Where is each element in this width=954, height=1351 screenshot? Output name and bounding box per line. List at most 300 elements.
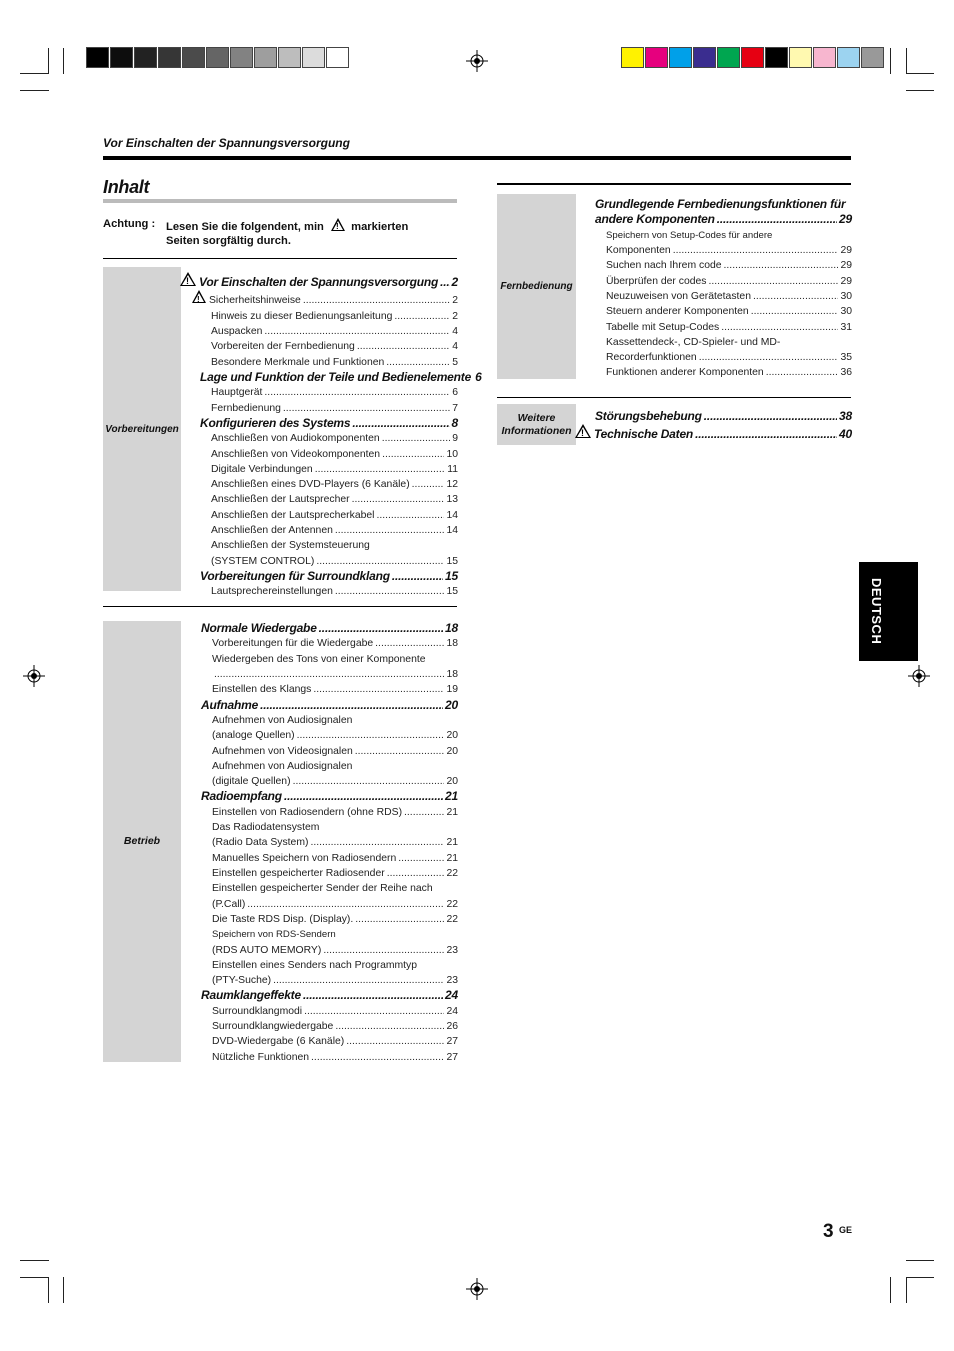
caution-line-1: Lesen Sie die folgendent, min ! markierten: [166, 218, 408, 235]
toc-entry: [595, 350, 852, 365]
color-swatch: [110, 47, 133, 68]
dot-leader: [382, 447, 444, 462]
toc-page-number: 29: [840, 245, 852, 257]
toc-entry: [201, 943, 458, 958]
crop-mark: [890, 48, 891, 74]
toc-entry: [201, 820, 458, 835]
toc-page-number: 23: [446, 975, 458, 987]
toc-entry: [200, 431, 458, 446]
dot-leader: [260, 698, 443, 713]
color-swatch: [86, 47, 109, 68]
dot-leader: [412, 477, 445, 492]
color-swatch: [230, 47, 253, 68]
toc-page-number: 36: [840, 367, 852, 379]
section-rule: [497, 397, 851, 398]
toc-entry-label: Vorbereitungen für Surroundklang: [200, 568, 390, 583]
toc-entry: [595, 304, 852, 319]
toc-entry-label: Normale Wiedergabe: [201, 621, 317, 635]
dot-leader: [335, 1019, 444, 1034]
toc-entry: [595, 228, 852, 243]
toc-betrieb: [201, 621, 458, 1065]
toc-entry: [201, 897, 458, 912]
caution-line-2: Seiten sorgfältig durch.: [166, 234, 291, 247]
toc-page-number: 23: [446, 944, 458, 956]
toc-section-entry: [180, 272, 458, 290]
toc-page-number: 6: [475, 369, 482, 384]
color-swatch: [837, 47, 860, 68]
dot-leader: [375, 636, 444, 651]
toc-page-number: 21: [446, 852, 458, 864]
toc-entry: [201, 744, 458, 759]
toc-entry: [595, 335, 852, 350]
toc-entry-label: DVD-Wiedergabe (6 Kanäle): [212, 1036, 345, 1048]
toc-section-entry: [200, 369, 482, 385]
toc-page-number: 15: [446, 555, 458, 567]
toc-entry: [200, 355, 458, 370]
section-rule: [103, 258, 457, 259]
toc-section-entry: [595, 212, 852, 227]
dot-leader: [673, 243, 839, 258]
toc-page-number: 18: [446, 669, 458, 680]
toc-entry: [201, 1004, 458, 1019]
toc-entry: [595, 258, 852, 273]
dot-leader: [303, 293, 450, 308]
toc-entry: [200, 401, 458, 416]
toc-entry-label: Recorderfunktionen: [606, 352, 697, 364]
caution-prefix: Achtung :: [103, 218, 156, 230]
dot-leader: [704, 409, 837, 424]
dot-leader: [724, 258, 839, 273]
toc-section-entry: [200, 416, 458, 431]
dot-leader: [387, 866, 445, 881]
toc-entry-label: Anschließen der Lautsprecherkabel: [211, 509, 375, 521]
toc-section-entry: [595, 197, 852, 212]
toc-section-entry: [201, 988, 458, 1003]
crop-mark: [63, 48, 64, 74]
toc-entry-label: Suchen nach Ihrem code: [606, 260, 722, 272]
dot-leader: [247, 897, 444, 912]
color-swatch: [669, 47, 692, 68]
color-swatch: [278, 47, 301, 68]
toc-entry: [200, 339, 458, 354]
crop-mark: [906, 90, 934, 91]
dot-leader: [303, 988, 443, 1003]
toc-entry: [200, 492, 458, 507]
crop-mark: [63, 1277, 64, 1303]
toc-section-entry: [595, 409, 852, 424]
toc-page-number: 27: [446, 1036, 458, 1048]
warning-triangle-icon: [192, 290, 206, 303]
dot-leader: [709, 274, 839, 289]
toc-page-number: 18: [446, 638, 458, 650]
toc-page-number: 15: [446, 586, 458, 598]
dot-leader: [313, 682, 444, 697]
dot-leader: [264, 385, 450, 400]
color-swatch: [765, 47, 788, 68]
crop-mark: [890, 1277, 891, 1303]
toc-entry: [201, 881, 458, 896]
toc-page-number: 29: [839, 212, 852, 227]
dot-leader: [283, 401, 450, 416]
color-swatch: [158, 47, 181, 68]
dot-leader: [355, 744, 445, 759]
dot-leader: [392, 569, 443, 584]
warning-triangle-icon: [180, 272, 196, 286]
toc-entry: [200, 447, 458, 462]
page-title: Inhalt: [103, 177, 150, 197]
dot-leader: [376, 508, 444, 523]
toc-entry-label: Vorbereitungen für die Wiedergabe: [212, 638, 374, 650]
registration-target-icon: [23, 665, 45, 687]
color-swatch: [741, 47, 764, 68]
toc-entry: [201, 973, 458, 988]
toc-entry: [201, 927, 458, 942]
color-swatch: [621, 47, 644, 68]
dot-leader: [355, 912, 444, 927]
dot-leader: [311, 1050, 444, 1065]
dot-leader: [394, 309, 450, 324]
toc-entry-label: Surroundklangwiedergabe: [212, 1021, 334, 1033]
section-label-vorbereitungen: Vorbereitungen: [103, 267, 181, 591]
toc-page-number: 20: [446, 745, 458, 757]
dot-leader: [315, 462, 446, 477]
toc-page-number: 13: [446, 494, 458, 506]
dot-leader: [319, 621, 443, 636]
toc-page-number: 24: [446, 1005, 458, 1017]
toc-entry: [201, 912, 458, 927]
toc-entry: [201, 728, 458, 743]
toc-weitere: [575, 409, 852, 443]
dot-leader: [352, 492, 445, 507]
toc-entry-label: Surroundklangmodi: [212, 1005, 303, 1017]
color-swatch: [326, 47, 349, 68]
toc-entry-label: Lautsprechereinstellungen: [211, 586, 333, 598]
registration-target-icon: [466, 50, 488, 72]
toc-entry-label: Fernbedienung: [211, 402, 281, 414]
toc-entry-label: Aufnehmen von Audiosignalen: [212, 760, 353, 772]
crop-mark: [20, 90, 49, 91]
toc-entry: [201, 667, 458, 682]
caution-notice: [103, 218, 457, 248]
toc-entry-label: andere Komponenten: [595, 212, 715, 227]
toc-entry: [595, 365, 852, 380]
dot-leader: [273, 973, 444, 988]
dot-leader: [264, 324, 450, 339]
toc-entry: [200, 462, 458, 477]
toc-entry-label: Vor Einschalten der Spannungsversorgung: [199, 275, 439, 289]
running-header: Vor Einschalten der Spannungsversorgung: [103, 136, 350, 150]
toc-page-number: 20: [446, 776, 458, 788]
toc-page-number: 4: [452, 341, 458, 353]
toc-entry-label: (SYSTEM CONTROL): [211, 555, 315, 567]
dot-leader: [357, 339, 450, 354]
toc-entry-label: (digitale Quellen): [212, 776, 291, 788]
toc-entry: [201, 958, 458, 973]
toc-entry-label: Technische Daten: [594, 427, 694, 442]
dot-leader: [766, 365, 839, 380]
toc-entry-label: Anschließen der Lautsprecher: [211, 494, 350, 506]
dot-leader: [398, 851, 444, 866]
crop-mark: [48, 1277, 49, 1303]
dot-leader: [753, 289, 838, 304]
toc-entry: [200, 477, 458, 492]
toc-page-number: 7: [452, 402, 458, 414]
toc-page-number: 20: [446, 730, 458, 742]
toc-entry: [201, 713, 458, 728]
toc-page-number: 2: [452, 310, 458, 322]
toc-page-number: 29: [840, 260, 852, 272]
toc-entry-label: Kassettendeck-, CD-Spieler- und MD-: [606, 336, 781, 348]
toc-entry-label: Einstellen gespeicherter Sender der Reihe nach: [212, 883, 433, 895]
dot-leader: [335, 584, 445, 599]
dot-leader: [214, 667, 444, 682]
toc-section-entry: [201, 789, 458, 804]
toc-entry-label: Aufnehmen von Videosignalen: [212, 745, 353, 757]
toc-entry-label: Auspacken: [211, 326, 263, 337]
crop-mark: [906, 48, 907, 74]
toc-entry-label: Störungsbehebung: [595, 409, 702, 423]
toc-entry-label: (P.Call): [212, 898, 246, 910]
dot-leader: [304, 1004, 444, 1019]
toc-entry: [200, 508, 458, 523]
toc-entry-label: Anschließen von Audiokomponenten: [211, 433, 380, 445]
toc-page-number: 40: [839, 427, 852, 442]
toc-page-number: 38: [839, 409, 852, 423]
toc-entry-label: Einstellen eines Senders nach Programmtyp: [212, 959, 418, 971]
toc-entry-label: Komponenten: [606, 245, 671, 257]
color-swatch: [717, 47, 740, 68]
color-swatch: [861, 47, 884, 68]
toc-entry: [595, 320, 852, 335]
registration-target-icon: [908, 665, 930, 687]
toc-page-number: 35: [840, 352, 852, 364]
toc-page-number: 19: [446, 684, 458, 696]
language-tab: [859, 562, 918, 661]
toc-entry: [200, 309, 458, 324]
toc-page-number: 21: [446, 837, 458, 849]
dot-leader: [284, 789, 443, 804]
crop-mark: [20, 1277, 49, 1278]
toc-page-number: 8: [451, 415, 458, 430]
toc-page-number: 2: [451, 275, 458, 289]
toc-entry-label: Anschließen der Systemsteuerung: [211, 540, 370, 552]
toc-entry-label: Radioempfang: [201, 789, 282, 804]
toc-page-number: 11: [447, 463, 458, 475]
dot-leader: [751, 304, 839, 319]
toc-entry-label: Die Taste RDS Disp. (Display).: [212, 913, 354, 925]
color-swatch: [134, 47, 157, 68]
crop-mark: [48, 48, 49, 74]
toc-entry: [201, 774, 458, 789]
color-swatch: [693, 47, 716, 68]
toc-page-number: 18: [445, 621, 458, 635]
toc-entry-label: Manuelles Speichern von Radiosendern: [212, 852, 397, 864]
toc-page-number: 9: [452, 433, 458, 445]
dot-leader: [695, 427, 837, 442]
toc-page-number: 21: [445, 789, 458, 804]
toc-entry-label: Das Radiodatensystem: [212, 822, 320, 834]
toc-entry: [201, 759, 458, 774]
dot-leader: [440, 275, 449, 290]
toc-page-number: 24: [445, 988, 458, 1003]
dot-leader: [316, 554, 444, 569]
dot-leader: [335, 523, 445, 538]
warning-triangle-icon: [575, 424, 591, 438]
crop-mark: [906, 1277, 907, 1303]
toc-entry: [201, 851, 458, 866]
color-swatch: [254, 47, 277, 68]
toc-entry-label: Hinweis zu dieser Bedienungsanleitung: [211, 310, 393, 322]
dot-leader: [310, 835, 444, 850]
toc-entry: [201, 866, 458, 881]
section-label-weitere-informationen: Weitere Informationen: [497, 404, 576, 445]
section-rule: [103, 606, 457, 607]
toc-entry-label: Speichern von RDS-Sendern: [212, 929, 336, 941]
grey-color-bar: [86, 47, 350, 68]
toc-section-entry: [575, 424, 852, 442]
toc-entry: [201, 835, 458, 850]
toc-entry: [200, 584, 458, 599]
title-rule: [103, 199, 457, 203]
toc-entry: [201, 1034, 458, 1049]
toc-entry-label: (analoge Quellen): [212, 730, 295, 742]
toc-entry: [595, 243, 852, 258]
dot-leader: [323, 943, 444, 958]
toc-page-number: 30: [840, 291, 852, 302]
toc-entry: [200, 538, 458, 553]
dot-leader: [297, 728, 445, 743]
process-color-bar: [621, 47, 885, 68]
toc-entry-label: Digitale Verbindungen: [211, 463, 313, 475]
crop-mark: [906, 1260, 934, 1261]
crop-mark: [20, 73, 49, 74]
section-label-betrieb: Betrieb: [103, 621, 181, 1062]
toc-page-number: 27: [446, 1051, 458, 1063]
toc-entry-label: Vorbereiten der Fernbedienung: [211, 341, 355, 353]
toc-entry-label: Hauptgerät: [211, 387, 263, 399]
dot-leader: [293, 774, 445, 789]
toc-entry-label: Raumklangeffekte: [201, 988, 301, 1003]
toc-page-number: 14: [446, 525, 458, 537]
crop-mark: [906, 73, 934, 74]
toc-entry: [200, 385, 458, 400]
toc-entry-label: Einstellen gespeicherter Radiosender: [212, 868, 385, 880]
toc-page-number: 2: [452, 295, 458, 307]
toc-entry-label: Einstellen des Klangs: [212, 684, 312, 696]
toc-entry: [201, 682, 458, 697]
crop-mark: [906, 1277, 934, 1278]
toc-section-entry: [201, 621, 458, 636]
toc-entry: [200, 523, 458, 538]
toc-page-number: 10: [446, 448, 458, 460]
page-number: 3: [823, 1221, 834, 1242]
language-tab-label: DEUTSCH: [869, 578, 884, 645]
dot-leader: [717, 212, 837, 227]
color-swatch: [302, 47, 325, 68]
color-swatch: [813, 47, 836, 68]
color-swatch: [206, 47, 229, 68]
toc-entry-label: Anschließen der Antennen: [211, 525, 333, 537]
toc-entry-label: Überprüfen der codes: [606, 275, 707, 287]
page-suffix: GE: [839, 1225, 853, 1235]
toc-vorbereitungen: [180, 272, 482, 600]
toc-page-number: 29: [840, 275, 852, 287]
toc-entry: [201, 1050, 458, 1065]
toc-entry: [200, 554, 458, 569]
toc-entry: [192, 290, 458, 308]
toc-page-number: 20: [445, 697, 458, 712]
crop-mark: [20, 1260, 49, 1261]
toc-entry: [201, 1019, 458, 1034]
dot-leader: [382, 431, 451, 446]
toc-page-number: 4: [452, 326, 458, 337]
toc-section-entry: [200, 569, 458, 584]
dot-leader: [721, 320, 838, 335]
toc-page-number: 15: [445, 568, 458, 583]
header-rule: [103, 156, 851, 160]
toc-entry-label: Anschließen von Videokomponenten: [211, 448, 381, 460]
toc-entry: [595, 274, 852, 289]
dot-leader: [352, 416, 449, 431]
toc-entry-label: Speichern von Setup-Codes für andere: [606, 229, 773, 241]
toc-page-number: 12: [446, 479, 458, 491]
dot-leader: [699, 350, 839, 365]
toc-entry-label: (PTY-Suche): [212, 975, 272, 987]
toc-page-number: 30: [840, 306, 852, 318]
toc-fernbedienung: [595, 197, 852, 381]
toc-entry-label: Aufnahme: [201, 697, 259, 712]
toc-entry-label: Nützliche Funktionen: [212, 1051, 310, 1063]
toc-entry-label: (RDS AUTO MEMORY): [212, 944, 322, 956]
toc-page-number: 6: [452, 387, 458, 399]
toc-page-number: 14: [446, 509, 458, 521]
dot-leader: [386, 355, 450, 370]
toc-entry-label: Sicherheitshinweise: [209, 295, 301, 307]
registration-target-icon: [466, 1278, 488, 1300]
toc-entry: [201, 636, 458, 651]
toc-entry: [200, 324, 458, 339]
color-swatch: [182, 47, 205, 68]
toc-entry-label: (Radio Data System): [212, 837, 309, 849]
toc-entry-label: Steuern anderer Komponenten: [606, 306, 749, 318]
toc-entry-label: Konfigurieren des Systems: [200, 415, 351, 430]
toc-entry-label: Wiedergeben des Tons von einer Komponente: [212, 653, 426, 665]
toc-section-entry: [201, 698, 458, 713]
toc-entry-label: Neuzuweisen von Gerätetasten: [606, 291, 751, 302]
section-label-fernbedienung: Fernbedienung: [497, 194, 576, 379]
toc-page-number: 21: [446, 806, 458, 818]
section-rule: [497, 183, 851, 185]
toc-entry: [595, 289, 852, 304]
color-swatch: [789, 47, 812, 68]
toc-page-number: 22: [446, 913, 458, 925]
toc-page-number: 26: [446, 1021, 458, 1033]
warning-triangle-icon: [331, 218, 345, 231]
toc-page-number: 22: [446, 898, 458, 910]
toc-entry-label: Einstellen von Radiosendern (ohne RDS): [212, 806, 403, 818]
toc-entry: [201, 805, 458, 820]
toc-entry-label: Besondere Merkmale und Funktionen: [211, 356, 385, 368]
toc-page-number: 22: [446, 868, 458, 880]
toc-entry: [201, 652, 458, 667]
dot-leader: [404, 805, 444, 820]
toc-entry-label: Aufnehmen von Audiosignalen: [212, 715, 353, 726]
toc-entry-label: Lage und Funktion der Teile und Bedienelemente: [200, 369, 472, 384]
toc-entry-label: Tabelle mit Setup-Codes: [606, 321, 720, 333]
toc-page-number: 31: [840, 321, 852, 333]
dot-leader: [346, 1034, 444, 1049]
toc-entry-label: Funktionen anderer Komponenten: [606, 367, 764, 379]
